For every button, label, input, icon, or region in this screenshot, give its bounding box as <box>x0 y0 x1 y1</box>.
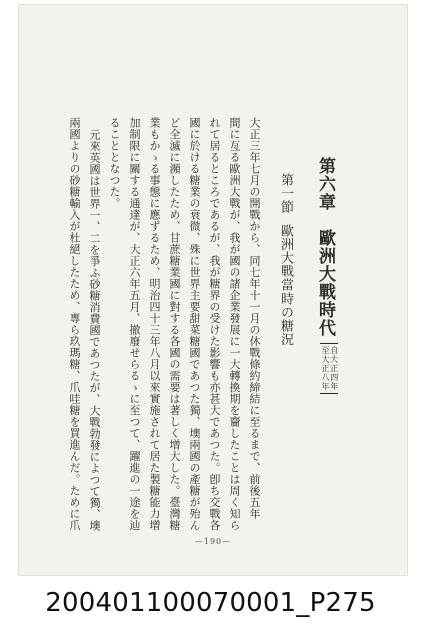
body-line-9: 元來英國は世界一、二を爭ふ砂糖消費國であつたが、大戰勃發によつて獨、墺 <box>88 129 101 532</box>
section-number: 第一節 <box>278 173 293 214</box>
chapter-title: 第六章 歐洲大戰時代 <box>315 157 335 337</box>
section-title: 歐洲大戰當時の糖況 <box>278 223 293 347</box>
body-line-2: 間に亙る歐洲大戰が、我が國の諸企業發展に一大轉換期を齎したことは周く知ら <box>228 117 241 531</box>
chapter-period-line1: 自大正四年 <box>329 346 339 391</box>
chapter-period-line2: 至大正八年 <box>321 346 330 391</box>
page-number: —190— <box>194 537 232 546</box>
chapter-heading <box>316 157 338 394</box>
book-page <box>18 4 408 576</box>
chapter-period <box>320 343 338 394</box>
body-line-5: ど全滅に瀕したため、甘蔗糖業國に對する各國の需要は著しく增大した。臺灣糖 <box>168 117 181 531</box>
body-line-3: れて居るところであるが、我が糖界の受けた影響も亦甚大であつた。卽ち交戰各 <box>208 117 221 531</box>
body-line-4: 國に於ける糖業の衰微、殊に世界主要甜菜糖國であつた獨、墺兩國の產糖が殆ん <box>188 117 201 531</box>
body-line-10: 兩國よりの砂糖輸入が杜絕したため、專ら玖瑪糖、爪哇糖を買進んだ。ために爪 <box>68 117 81 531</box>
body-line-6: 業もかゝる事態に應ずるため、明治四十三年八月以來實施されて居た製糖能力增 <box>148 117 161 531</box>
image-caption: 200401100070001_P275 <box>45 588 376 618</box>
body-line-8: ることとなつた。 <box>108 117 121 209</box>
body-line-7: 加制限に關する通達が、大正六年五月、撤廢せらるゝに至つて、躍進の一途を辿 <box>128 117 141 531</box>
section-heading <box>279 173 292 346</box>
body-line-1: 大正三年七月の開戰から、同七年十一月の休戰條約締結に至るまで、前後五年 <box>248 117 261 520</box>
